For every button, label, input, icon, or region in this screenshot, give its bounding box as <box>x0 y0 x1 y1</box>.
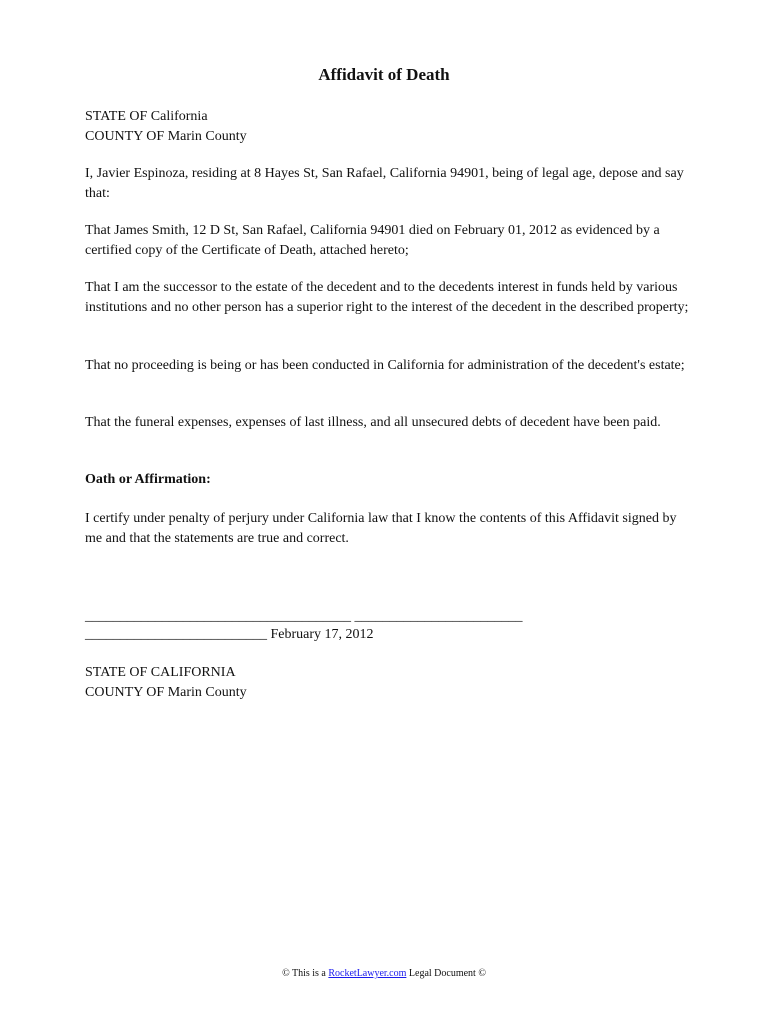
oath-heading: Oath or Affirmation: <box>85 472 211 487</box>
document-title: Affidavit of Death <box>318 65 450 84</box>
intro-paragraph <box>85 164 695 203</box>
notary-county: COUNTY OF Marin County <box>85 684 247 700</box>
signature-line-one <box>85 607 523 626</box>
oath-paragraph <box>85 509 695 548</box>
footer-prefix: © This is a <box>282 968 326 979</box>
venue-block <box>85 107 695 146</box>
rocketlawyer-link[interactable]: RocketLawyer.com <box>328 968 407 979</box>
paragraph-text: That I am the successor to the estate of the decedent and to the decedents interest in funds held by various institutions and no other person has a superior right to the interest of the decedent in the described property; <box>85 280 689 315</box>
signature-line-two <box>85 625 374 644</box>
footer <box>0 967 768 981</box>
venue-county: COUNTY OF Marin County <box>85 128 247 144</box>
intro-text: I, Javier Espinoza, residing at 8 Hayes St, San Rafael, California 94901, being of legal age, depose and say that: <box>85 166 684 201</box>
notary-venue-block <box>85 663 695 702</box>
paragraph-text: That the funeral expenses, expenses of last illness, and all unsecured debts of decedent have been paid. <box>85 415 661 430</box>
signature-blank-secondary: ________________________ <box>354 609 523 624</box>
paragraph-debts <box>85 413 695 433</box>
name-blank: __________________________ <box>85 627 267 642</box>
paragraph-death <box>85 221 695 260</box>
oath-text: I certify under penalty of perjury under California law that I know the contents of this Affidavit signed by me and that the statements are true and correct. <box>85 511 677 546</box>
footer-suffix: Legal Document © <box>408 968 486 979</box>
signature-blank: ______________________________________ <box>85 609 351 624</box>
venue-state: STATE OF California <box>85 109 208 124</box>
paragraph-text: That no proceeding is being or has been conducted in California for administration of the decedent's estate; <box>85 358 685 373</box>
paragraph-text: That James Smith, 12 D St, San Rafael, California 94901 died on February 01, 2012 as evidenced by a certified copy of the Certificate of Death, attached hereto; <box>85 223 660 258</box>
paragraph-successor <box>85 278 695 317</box>
notary-state: STATE OF CALIFORNIA <box>85 665 236 680</box>
paragraph-proceeding <box>85 356 695 376</box>
signature-date: February 17, 2012 <box>270 627 374 642</box>
